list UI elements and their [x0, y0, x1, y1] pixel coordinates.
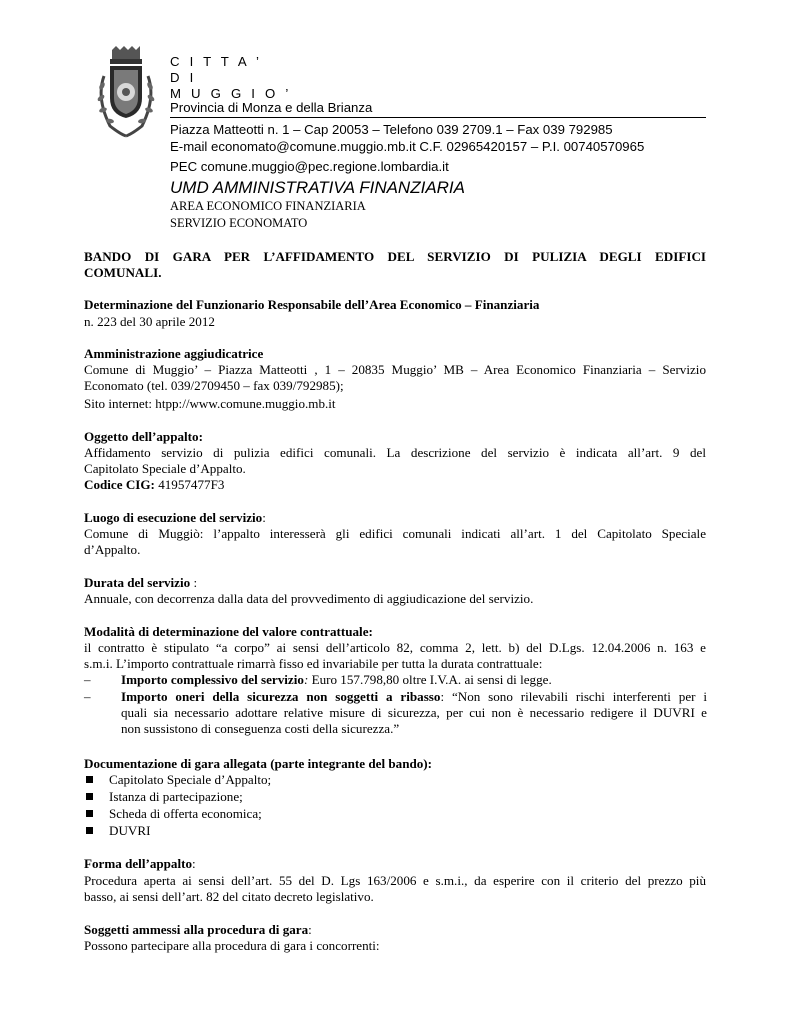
oneri-sicurezza-line-1: [121, 689, 707, 705]
modalita-line-2: s.m.i. L’importo contrattuale rimarrà fisso ed invariabile per tutta la durata contrattuale:: [84, 656, 543, 671]
durata-heading: Durata del servizio: [84, 575, 191, 590]
cig-value: 41957477F3: [154, 477, 225, 492]
coat-of-arms-icon: [90, 46, 162, 142]
oggetto-heading: Oggetto dell’appalto:: [84, 429, 203, 444]
area-name: AREA ECONOMICO FINANZIARIA: [170, 199, 366, 213]
forma-heading: Forma dell’appalto: [84, 856, 193, 871]
forma-heading-line: [84, 856, 706, 872]
oneri-sicurezza-line-2: quali sia necessario adottare relative misure di sicurezza, per cui non è necessario redigere il DUVRI e: [121, 705, 707, 720]
forma-colon: :: [192, 856, 196, 871]
luogo-heading: Luogo di esecuzione del servizio: [84, 510, 263, 525]
website-line: Sito internet: htpp://www.comune.muggio.mb.it: [84, 396, 336, 411]
luogo-heading-line: [84, 510, 706, 526]
service-name: SERVIZIO ECONOMATO: [170, 216, 308, 230]
oggetto-line-1: Affidamento servizio di pulizia edifici comunali. La descrizione del servizio è indicata all’art. 9 del: [84, 445, 706, 460]
soggetti-colon: :: [308, 922, 312, 937]
importo-complessivo-colon: :: [303, 672, 309, 687]
forma-line-1: Procedura aperta ai sensi dell’art. 55 del D. Lgs 163/2006 e s.m.i., da esperire con il criterio del prezzo più: [84, 873, 706, 888]
bullet-square-icon: [86, 810, 93, 817]
determinazione-heading: Determinazione del Funzionario Responsabile dell’Area Economico – Finanziaria: [84, 297, 540, 312]
bullet-square-icon: [86, 776, 93, 783]
soggetti-heading-line: [84, 922, 706, 938]
document-title: [84, 249, 706, 281]
oneri-sicurezza-line-3: non sussistono di conseguenza costi della sicurezza.”: [121, 721, 400, 736]
luogo-line-1: Comune di Muggiò: l’appalto interesserà gli edifici comunali indicati all’art. 1 del Capitolato Speciale: [84, 526, 706, 541]
luogo-colon: :: [262, 510, 266, 525]
document-title-line-2: COMUNALI.: [84, 265, 162, 280]
cig-label: Codice CIG:: [84, 477, 155, 492]
importo-complessivo-label: Importo complessivo del servizio: [121, 672, 304, 687]
determinazione-number: n. 223 del 30 aprile 2012: [84, 314, 215, 329]
documentazione-item: DUVRI: [109, 823, 151, 838]
province: Provincia di Monza e della Brianza: [170, 100, 373, 115]
amministrazione-line-2: Economato (tel. 039/2709450 – fax 039/792985);: [84, 378, 344, 393]
address-line: Piazza Matteotti n. 1 – Cap 20053 – Telefono 039 2709.1 – Fax 039 792985: [170, 122, 613, 137]
bullet-square-icon: [86, 793, 93, 800]
documentazione-item: Istanza di partecipazione;: [109, 789, 243, 804]
amministrazione-line-1: Comune di Muggio’ – Piazza Matteotti , 1 – 20835 Muggio’ MB – Area Economico Finanziaria – Servizio: [84, 362, 706, 377]
modalita-heading: Modalità di determinazione del valore contrattuale:: [84, 624, 373, 639]
pec-line: PEC comune.muggio@pec.regione.lombardia.it: [170, 159, 449, 174]
dash-marker-2: –: [84, 689, 91, 704]
oneri-sicurezza-text: : “Non sono rilevabili rischi interferenti per i: [440, 689, 707, 704]
documentazione-heading: Documentazione di gara allegata (parte integrante del bando):: [84, 756, 433, 771]
office-name: UMD AMMINISTRATIVA FINANZIARIA: [170, 178, 465, 197]
bullet-square-icon: [86, 827, 93, 834]
email-line: E-mail economato@comune.muggio.mb.it C.F. 02965420157 – P.I. 00740570965: [170, 139, 645, 154]
oneri-sicurezza-label: Importo oneri della sicurezza non soggetti a ribasso: [121, 689, 441, 704]
documentazione-item: Scheda di offerta economica;: [109, 806, 262, 821]
amministrazione-heading: Amministrazione aggiudicatrice: [84, 346, 264, 361]
importo-complessivo-line: [121, 672, 707, 688]
luogo-line-2: d’Appalto.: [84, 542, 141, 557]
cig-line: [84, 477, 706, 493]
documentazione-item: Capitolato Speciale d’Appalto;: [109, 772, 272, 787]
soggetti-heading: Soggetti ammessi alla procedura di gara: [84, 922, 309, 937]
durata-line-1: Annuale, con decorrenza dalla data del provvedimento di aggiudicazione del servizio.: [84, 591, 534, 606]
durata-heading-line: [84, 575, 706, 591]
city-name-line-3: M U G G I O ’: [170, 86, 292, 101]
importo-complessivo-value: Euro 157.798,80 oltre I.V.A. ai sensi di legge.: [308, 672, 552, 687]
document-title-line-1: BANDO DI GARA PER L’AFFIDAMENTO DEL SERVIZIO DI PULIZIA DEGLI EDIFICI: [84, 249, 706, 264]
dash-marker-1: –: [84, 672, 91, 687]
forma-line-2: basso, ai sensi dell’art. 82 del citato decreto legislativo.: [84, 889, 374, 904]
modalita-line-1: il contratto è stipulato “a corpo” ai sensi dell’articolo 82, comma 2, lett. b) del D.Lgs. 12.04.2006 n. 163 e: [84, 640, 706, 655]
header-divider: [170, 117, 706, 118]
city-name-line-1: C I T T A ’: [170, 54, 263, 69]
durata-colon: :: [190, 575, 198, 590]
city-name-line-2: D I: [170, 70, 197, 85]
soggetti-line-1: Possono partecipare alla procedura di gara i concorrenti:: [84, 938, 380, 953]
oggetto-line-2: Capitolato Speciale d’Appalto.: [84, 461, 246, 476]
